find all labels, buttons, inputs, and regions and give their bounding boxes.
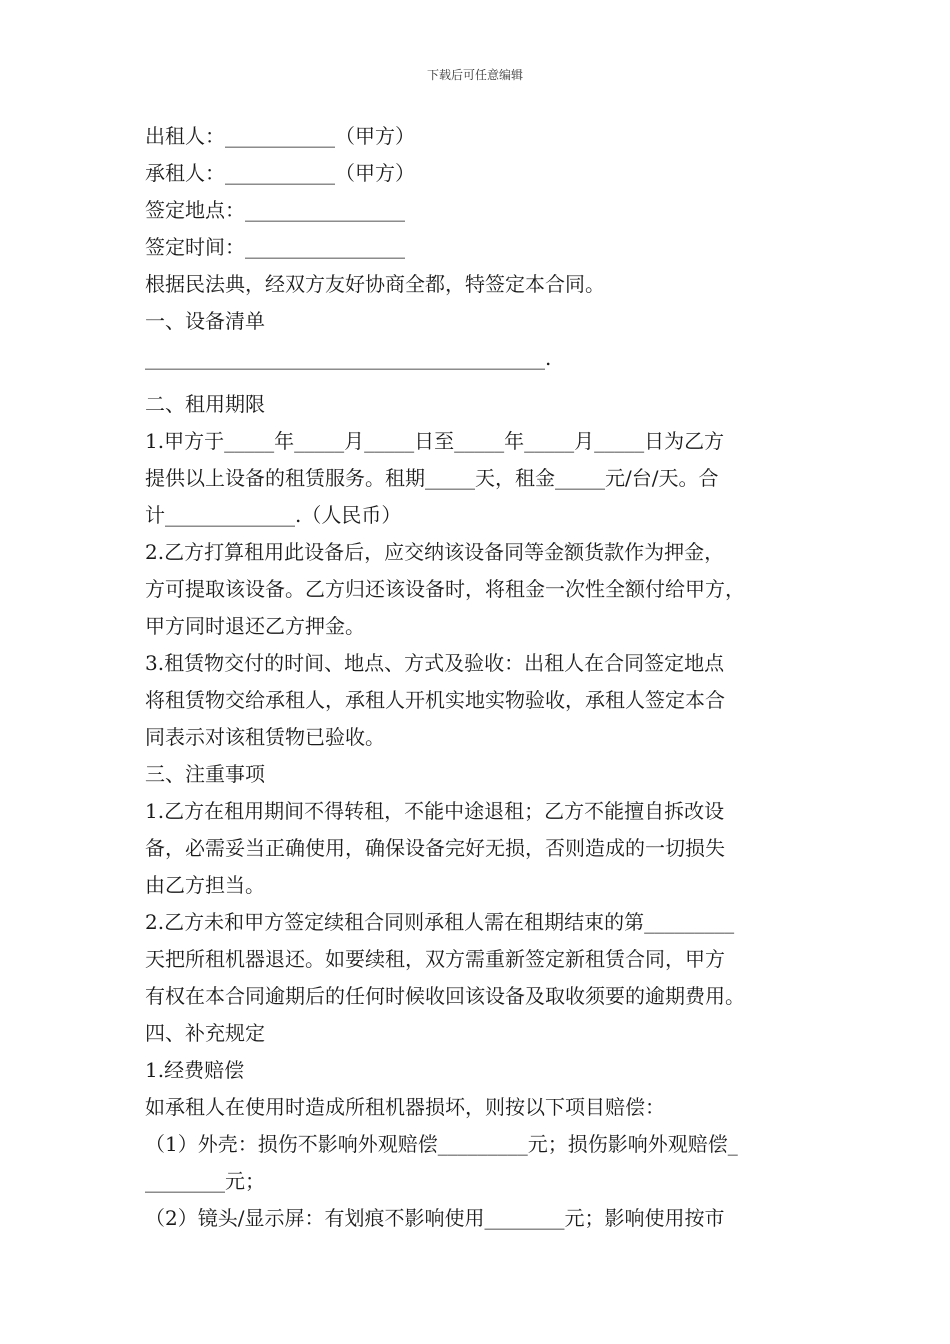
section-heading-equipment: 一、设备清单 (145, 309, 265, 333)
renewal-clause-line: 有权在本合同逾期后的任何时候收回该设备及取收须要的逾期费用。 (145, 984, 745, 1008)
term-clause-line: 计_____________.（人民币） (145, 503, 402, 527)
notes-clause-line: 备，必需妥当正确使用，确保设备完好无损，否则造成的一切损失 (145, 836, 725, 860)
notes-clause-line: 1.乙方在租用期间不得转租，不能中途退租；乙方不能擅自拆改设 (145, 799, 725, 823)
compensation-item-line: ________元； (145, 1169, 265, 1193)
deposit-clause-line: 方可提取该设备。乙方归还该设备时，将租金一次性全额付给甲方， (145, 577, 745, 601)
lessor-line: 出租人：___________（甲方） (145, 124, 415, 148)
renewal-clause-line: 天把所租机器退还。如要续租，双方需重新签定新租赁合同，甲方 (145, 947, 725, 971)
compensation-heading: 1.经费赔偿 (145, 1058, 245, 1082)
compensation-item-line: （1）外壳：损伤不影响外观赔偿_________元；损伤影响外观赔偿_ (145, 1132, 738, 1156)
delivery-clause-line: 3.租赁物交付的时间、地点、方式及验收：出租人在合同签定地点 (145, 651, 725, 675)
intro-line: 根据民法典，经双方友好协商全都，特签定本合同。 (145, 272, 605, 296)
compensation-intro-line: 如承租人在使用时造成所租机器损坏，则按以下项目赔偿： (145, 1095, 665, 1119)
notes-clause-line: 由乙方担当。 (145, 873, 265, 897)
equipment-blank-line: ________________________________________. (145, 346, 552, 370)
contract-body (145, 118, 815, 1237)
section-heading-notes: 三、注重事项 (145, 762, 265, 786)
section-heading-supplement: 四、补充规定 (145, 1021, 265, 1045)
term-clause-line: 1.甲方于_____年_____月_____日至_____年_____月_____日为乙方 (145, 429, 725, 453)
signing-time-line: 签定时间：________________ (145, 235, 405, 259)
delivery-clause-line: 将租赁物交给承租人，承租人开机实地实物验收，承租人签定本合 (145, 688, 725, 712)
compensation-item-line: （2）镜头/显示屏：有划痕不影响使用________元；影响使用按市 (145, 1206, 725, 1230)
section-heading-term: 二、租用期限 (145, 392, 265, 416)
renewal-clause-line: 2.乙方未和甲方签定续租合同则承租人需在租期结束的第_________ (145, 910, 735, 934)
delivery-clause-line: 同表示对该租赁物已验收。 (145, 725, 385, 749)
lessee-line: 承租人：___________（甲方） (145, 161, 415, 185)
signing-place-line: 签定地点：________________ (145, 198, 405, 222)
page-header: 下载后可任意编辑 (426, 68, 523, 82)
deposit-clause-line: 甲方同时退还乙方押金。 (145, 614, 365, 638)
deposit-clause-line: 2.乙方打算租用此设备后，应交纳该设备同等金额货款作为押金， (145, 540, 725, 564)
term-clause-line: 提供以上设备的租赁服务。租期_____天，租金_____元/台/天。合 (145, 466, 719, 490)
